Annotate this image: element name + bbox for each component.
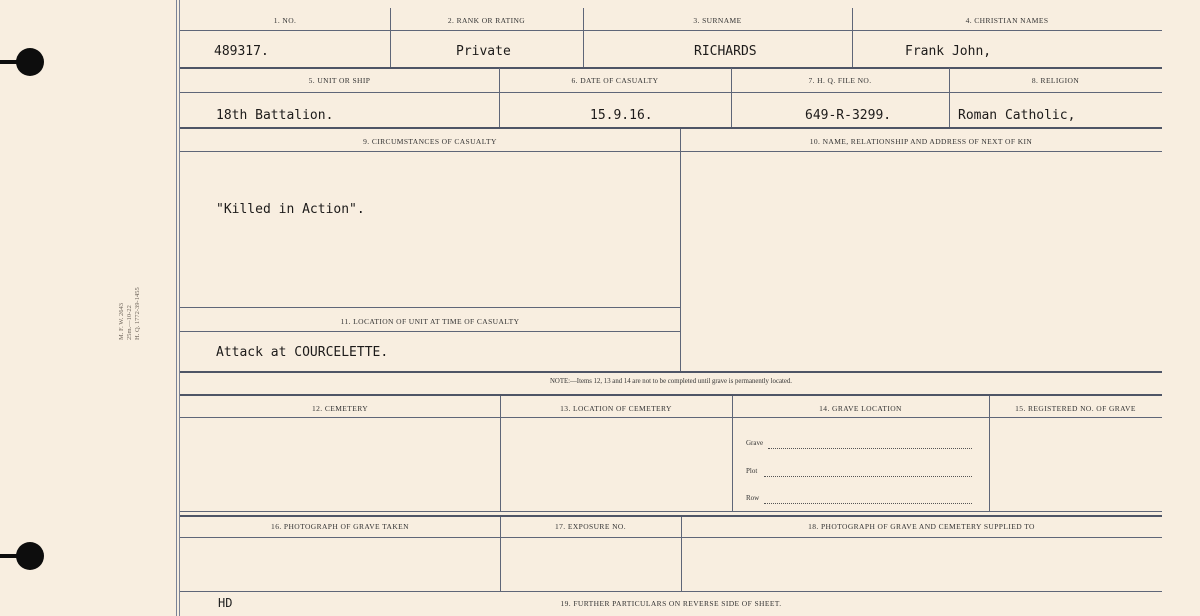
label-religion: 8. RELIGION	[1031, 76, 1080, 85]
value-religion: Roman Catholic,	[958, 108, 1076, 123]
label-further-particulars: 19. FURTHER PARTICULARS ON REVERSE SIDE OF SHEET.	[560, 599, 782, 608]
value-date-of-casualty: 15.9.16.	[590, 108, 653, 123]
value-location-of-unit: Attack at COURCELETTE.	[216, 345, 389, 360]
label-location-of-cemetery: 13. LOCATION OF CEMETERY	[560, 404, 672, 413]
label-surname: 3. SURNAME	[693, 16, 742, 25]
binder-hole-top	[16, 48, 44, 76]
casualty-form	[180, 8, 1162, 616]
value-surname: RICHARDS	[694, 44, 757, 59]
label-christian-names: 4. CHRISTIAN NAMES	[965, 16, 1049, 25]
label-location-of-unit: 11. LOCATION OF UNIT AT TIME OF CASUALTY	[340, 317, 520, 326]
value-christian-names: Frank John,	[905, 44, 992, 59]
label-circumstances: 9. CIRCUMSTANCES OF CASUALTY	[363, 137, 497, 146]
label-date-of-casualty: 6. DATE OF CASUALTY	[571, 76, 659, 85]
margin-rule	[176, 0, 177, 616]
grave-field-label: Grave	[746, 439, 764, 447]
value-hq-file: 649-R-3299.	[805, 108, 892, 123]
side-print-note: M. F. W. 2643 25m.—10-22 H. Q. 1772-39-1455	[118, 287, 141, 340]
label-number: 1. NO.	[273, 16, 297, 25]
label-photograph-supplied: 18. PHOTOGRAPH OF GRAVE AND CEMETERY SUPPLIED TO	[808, 522, 1035, 531]
label-rank: 2. RANK OR RATING	[447, 16, 526, 25]
row-field-label: Row	[746, 494, 760, 502]
label-exposure-no: 17. EXPOSURE NO.	[555, 522, 626, 531]
label-photograph-taken: 16. PHOTOGRAPH OF GRAVE TAKEN	[271, 522, 409, 531]
label-cemetery: 12. CEMETERY	[311, 404, 369, 413]
note-grave-items: NOTE:—Items 12, 13 and 14 are not to be completed until grave is permanently located.	[550, 378, 792, 385]
label-grave-location: 14. GRAVE LOCATION	[819, 404, 902, 413]
label-hq-file: 7. H. Q. FILE NO.	[808, 76, 872, 85]
footer-initials: HD	[218, 596, 233, 610]
label-unit: 5. UNIT OR SHIP	[308, 76, 371, 85]
label-next-of-kin: 10. NAME, RELATIONSHIP AND ADDRESS OF NEXT OF KIN	[809, 137, 1033, 146]
value-unit: 18th Battalion.	[216, 108, 334, 123]
binder-hole-bottom	[16, 542, 44, 570]
value-rank: Private	[456, 44, 511, 59]
value-circumstances: "Killed in Action".	[216, 202, 365, 217]
label-registered-no: 15. REGISTERED NO. OF GRAVE	[1015, 404, 1136, 413]
plot-field-label: Plot	[746, 467, 758, 475]
value-number: 489317.	[214, 44, 269, 59]
